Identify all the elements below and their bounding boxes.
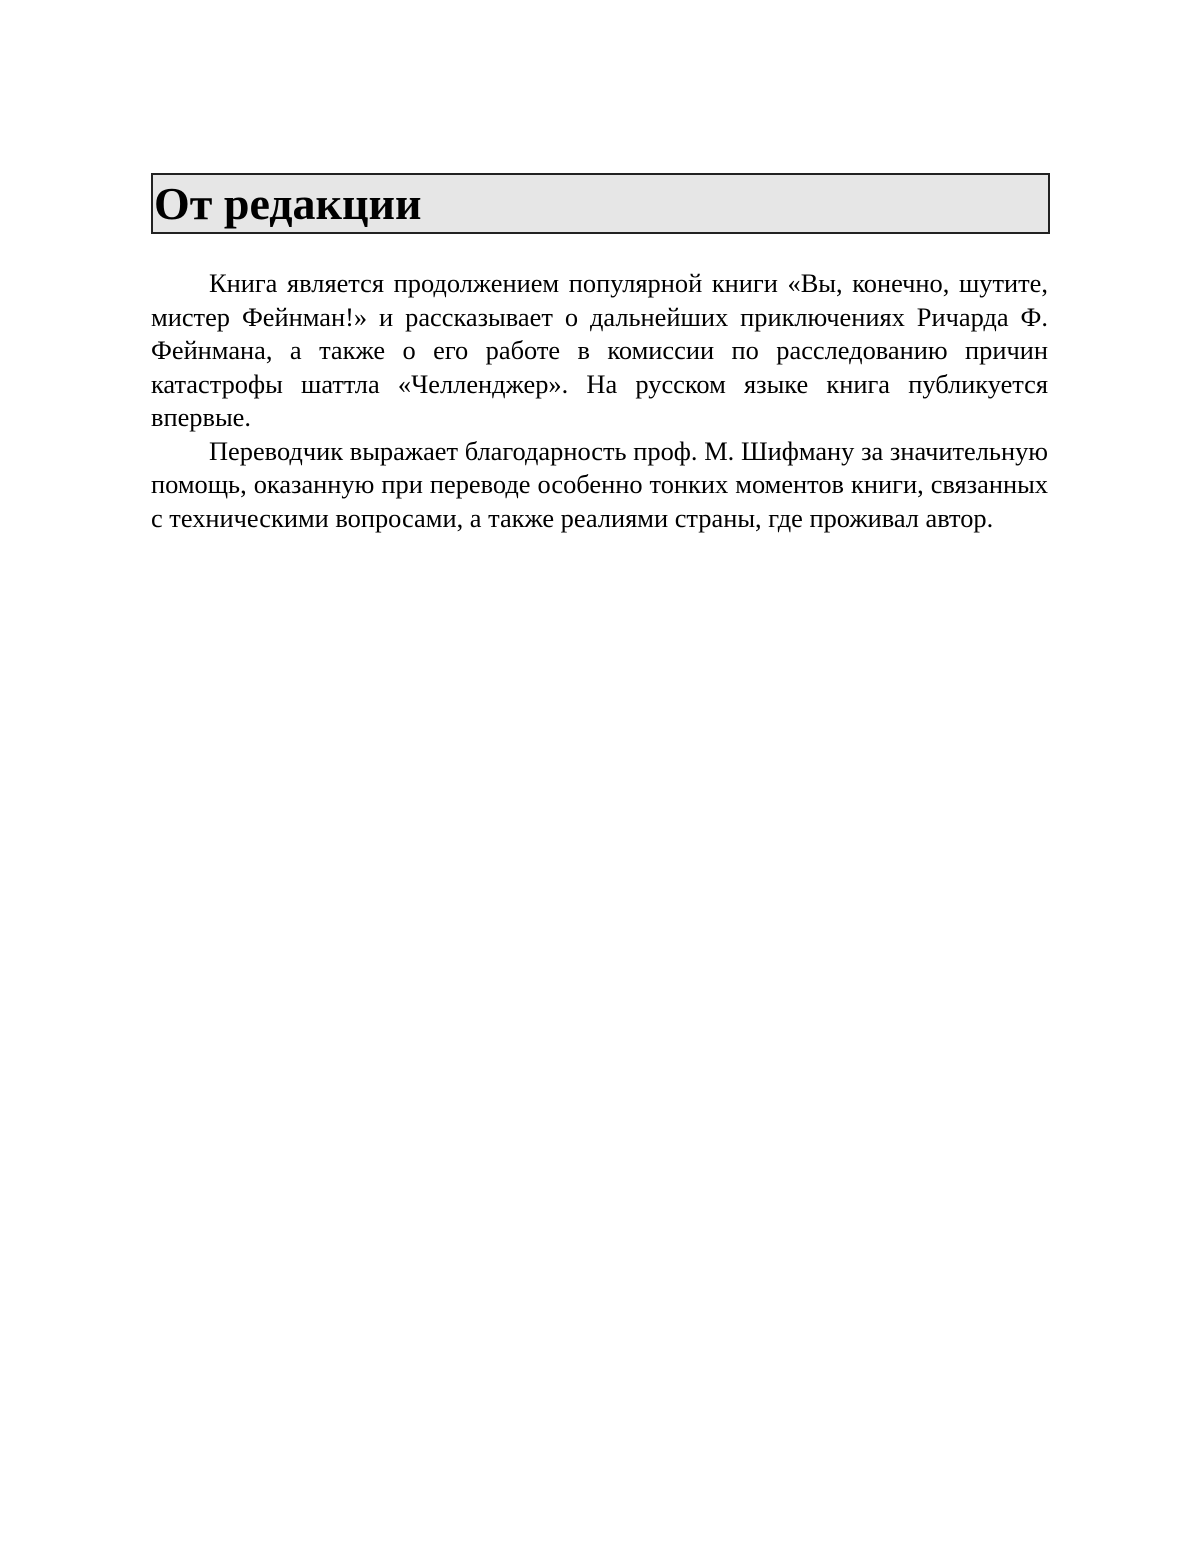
paragraph: Книга является продолжением популярной книги «Вы, конечно, шутите, мистер Фейнман!» и рассказывает о дальнейших приключениях Ричарда Ф. Фейнмана, а также о его работе в комиссии по расследованию причин катастрофы шаттла «Челленджер». На русском языке книга публикуется впервые.	[151, 268, 1048, 432]
body-text	[151, 267, 1048, 535]
paragraph: Переводчик выражает благодарность проф. М. Шифману за значительную помощь, оказанную при переводе особенно тонких моментов книги, связанных с техническими вопросами, а также реалиями страны, где проживал автор.	[151, 435, 1048, 533]
section-heading-box	[151, 173, 1050, 234]
section-title: От редакции	[154, 178, 422, 229]
